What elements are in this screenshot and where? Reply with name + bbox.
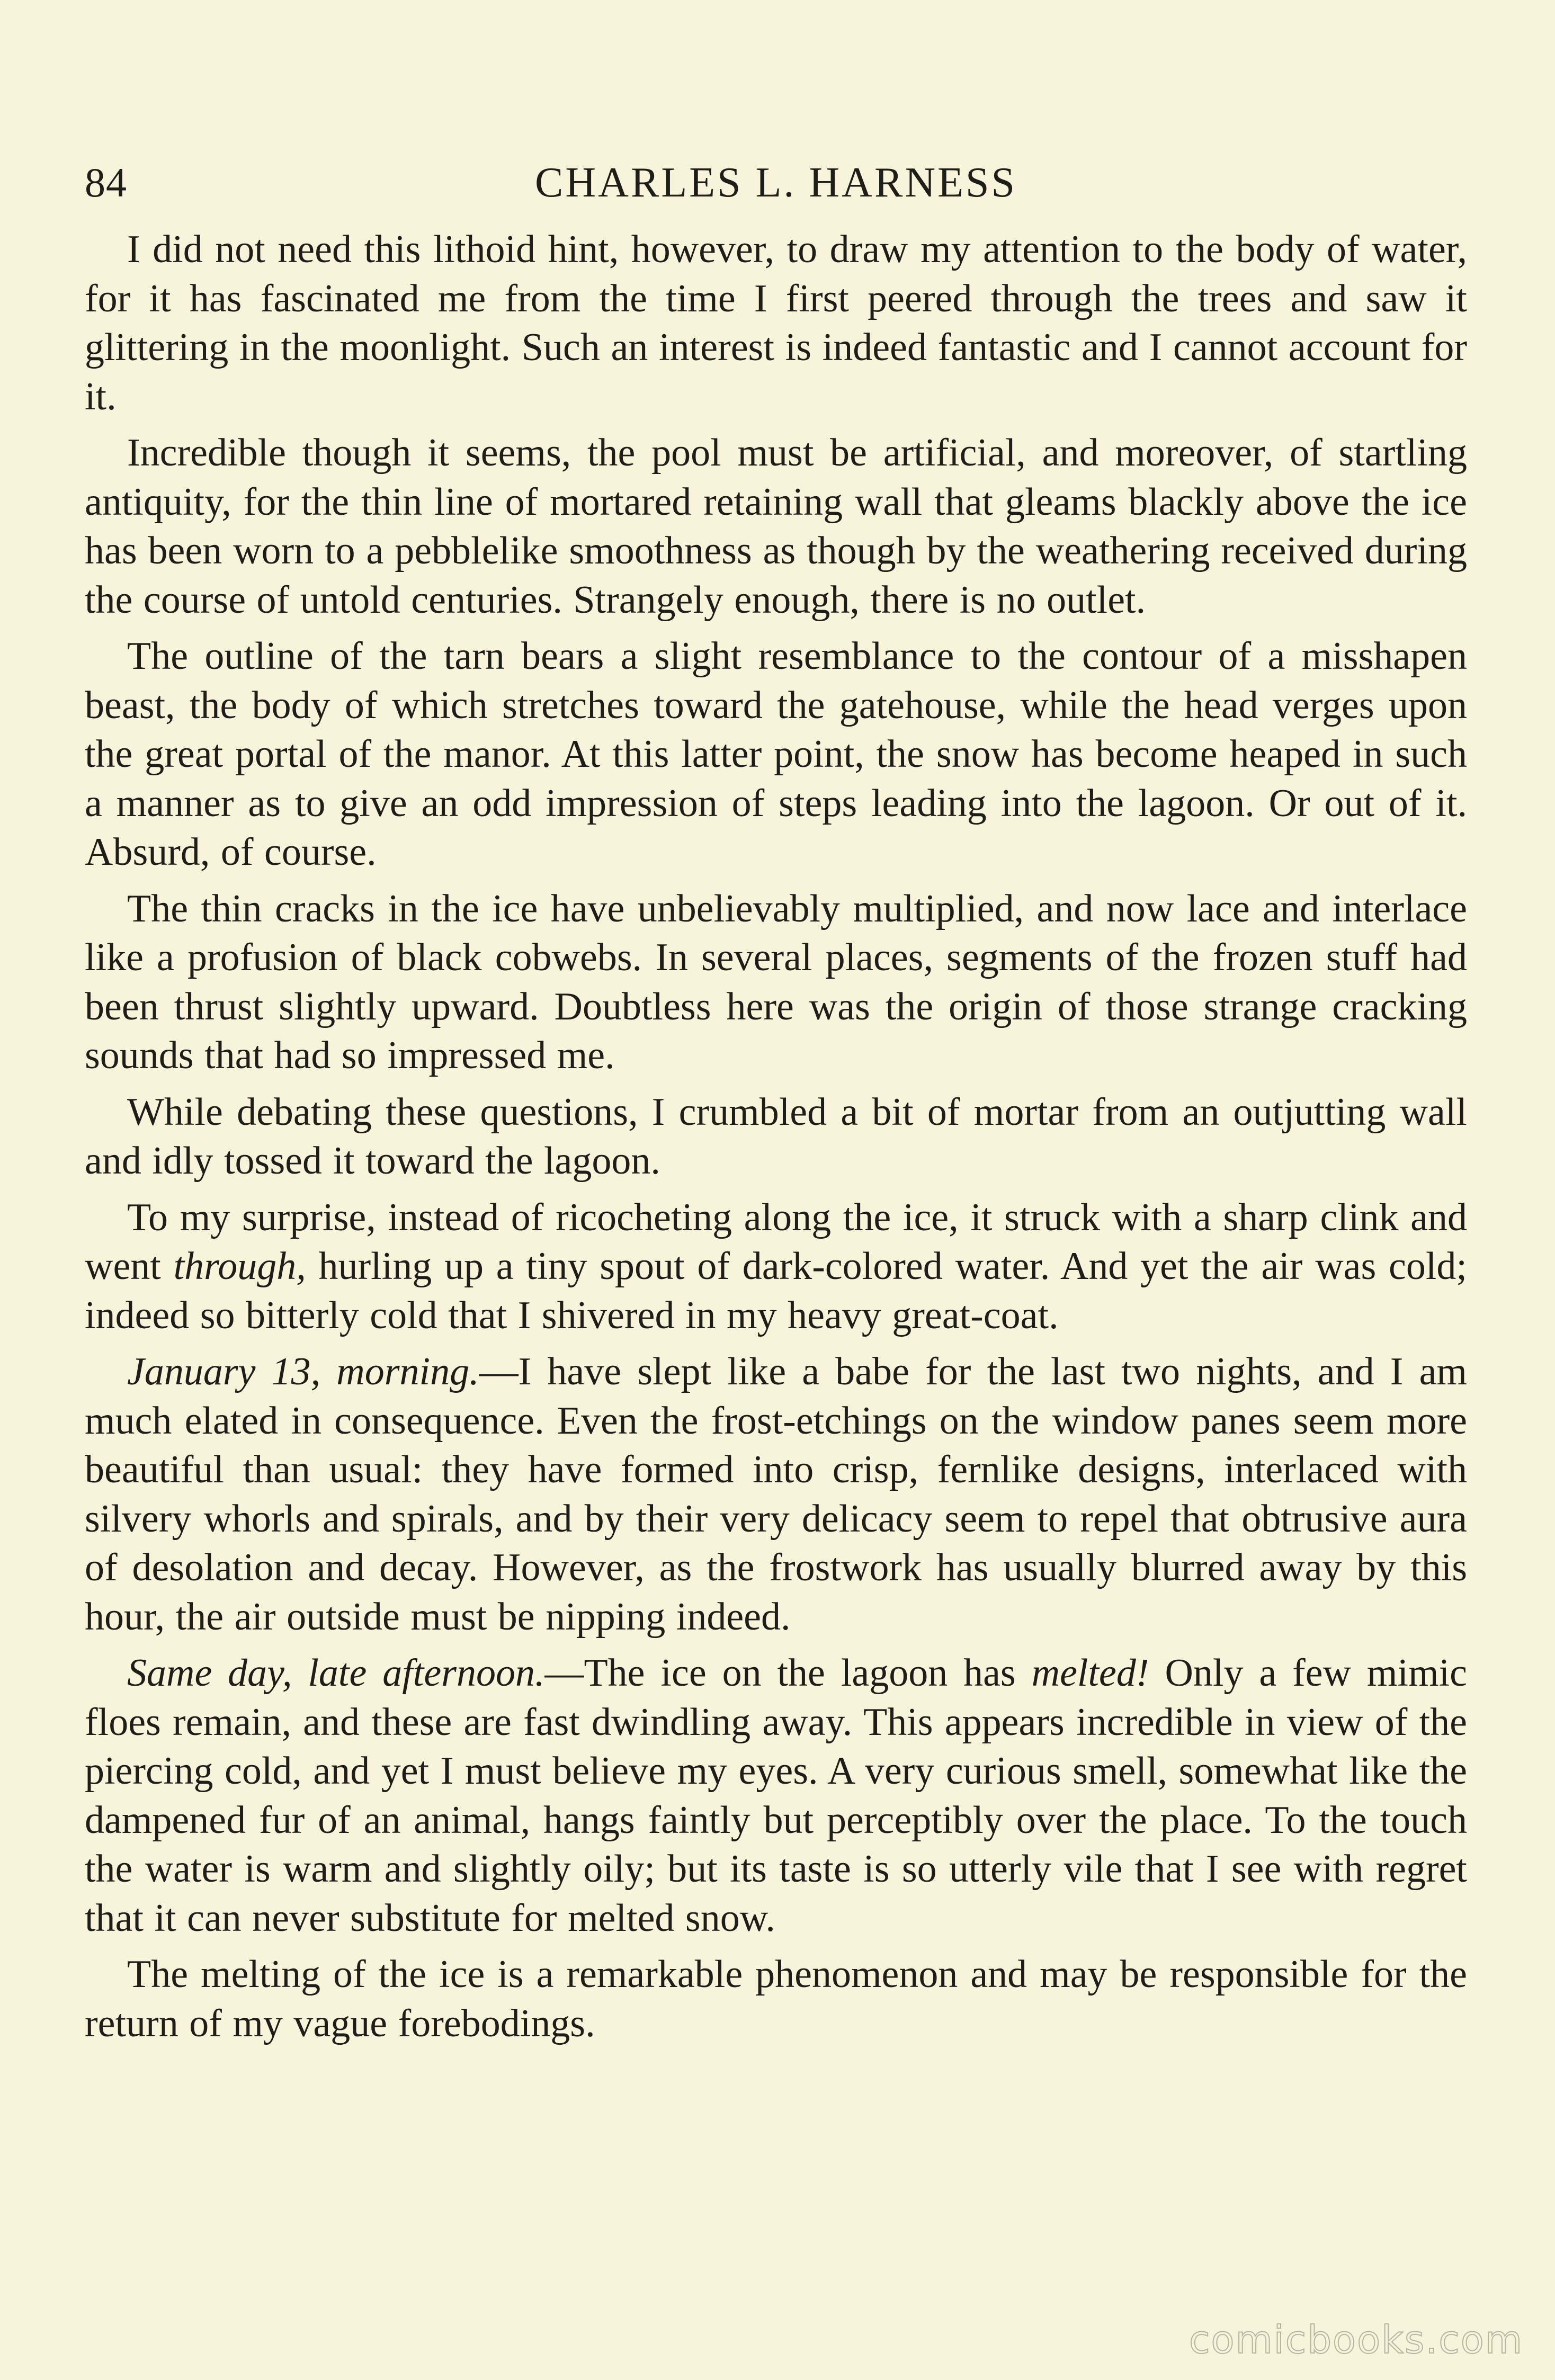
running-head: CHARLES L. HARNESS <box>535 159 1017 206</box>
entry-date-afternoon: Same day, late afternoon. <box>127 1651 545 1695</box>
site-watermark: comicbooks.com <box>1188 2318 1523 2362</box>
body-text <box>85 225 1467 2055</box>
paragraph-6: To my surprise, instead of ricocheting along the ice, it struck with a sharp clink and went through, hurling up a tiny spout of dark-colored water. And yet the air was cold; indeed so bitterly cold that I shivered in my heavy great-coat. <box>85 1195 1467 1337</box>
paragraph-1: I did not need this lithoid hint, however, to draw my attention to the body of water, for it has fascinated me from the time I first peered through the trees and saw it glittering in the moonlight. Such an interest is indeed fantastic and I cannot account for it. <box>85 228 1467 418</box>
paragraph-5: While debating these questions, I crumbled a bit of mortar from an outjutting wall and idly tossed it toward the lagoon. <box>85 1090 1467 1183</box>
emphasis-melted: melted! <box>1031 1651 1149 1695</box>
paragraph-3: The outline of the tarn bears a slight resemblance to the contour of a misshapen beast, the body of which stretches toward the gatehouse, while the head verges upon the great portal of the manor. At this latter point, the snow has become heaped in such a manner as to give an odd impression of steps leading into the lagoon. Or out of it. Absurd, of course. <box>85 634 1467 874</box>
page-header <box>85 159 1467 217</box>
emphasis-through: through, <box>173 1245 306 1288</box>
entry-date-morning: January 13, morning. <box>127 1350 479 1393</box>
paragraph-8: Same day, late afternoon.—The ice on the lagoon has melted! Only a few mimic floes remain, and these are fast dwindling away. This appears incredible in view of the piercing cold, and yet I must believe my eyes. A very curious smell, somewhat like the dampened fur of an animal, hangs faintly but perceptibly over the place. To the touch the water is warm and slightly oily; but its taste is so utterly vile that I see with regret that it can never substitute for melted snow. <box>85 1651 1468 1940</box>
page-number: 84 <box>85 159 127 205</box>
paragraph-7: January 13, morning.—I have slept like a babe for the last two nights, and I am much elated in consequence. Even the frost-etchings on the window panes seem more beautiful than usual: they have formed into crisp, fernlike designs, interlaced with silvery whorls and spirals, and by their very delicacy seem to repel that obtrusive aura of desolation and decay. However, as the frostwork has usually blurred away by this hour, the air outside must be nipping indeed. <box>85 1350 1467 1639</box>
paragraph-9: The melting of the ice is a remarkable phenomenon and may be responsible for the return of my vague forebodings. <box>85 1953 1467 2045</box>
paragraph-2: Incredible though it seems, the pool must be artificial, and moreover, of startling antiquity, for the thin line of mortared retaining wall that gleams blackly above the ice has been worn to a pebblelike smoothness as though by the weathering received during the course of untold centuries. Strangely enough, there is no outlet. <box>85 431 1467 622</box>
paragraph-4: The thin cracks in the ice have unbelievably multiplied, and now lace and interlace like a profusion of black cobwebs. In several places, segments of the frozen stuff had been thrust slightly upward. Doubtless here was the origin of those strange cracking sounds that had so impressed me. <box>85 887 1467 1077</box>
